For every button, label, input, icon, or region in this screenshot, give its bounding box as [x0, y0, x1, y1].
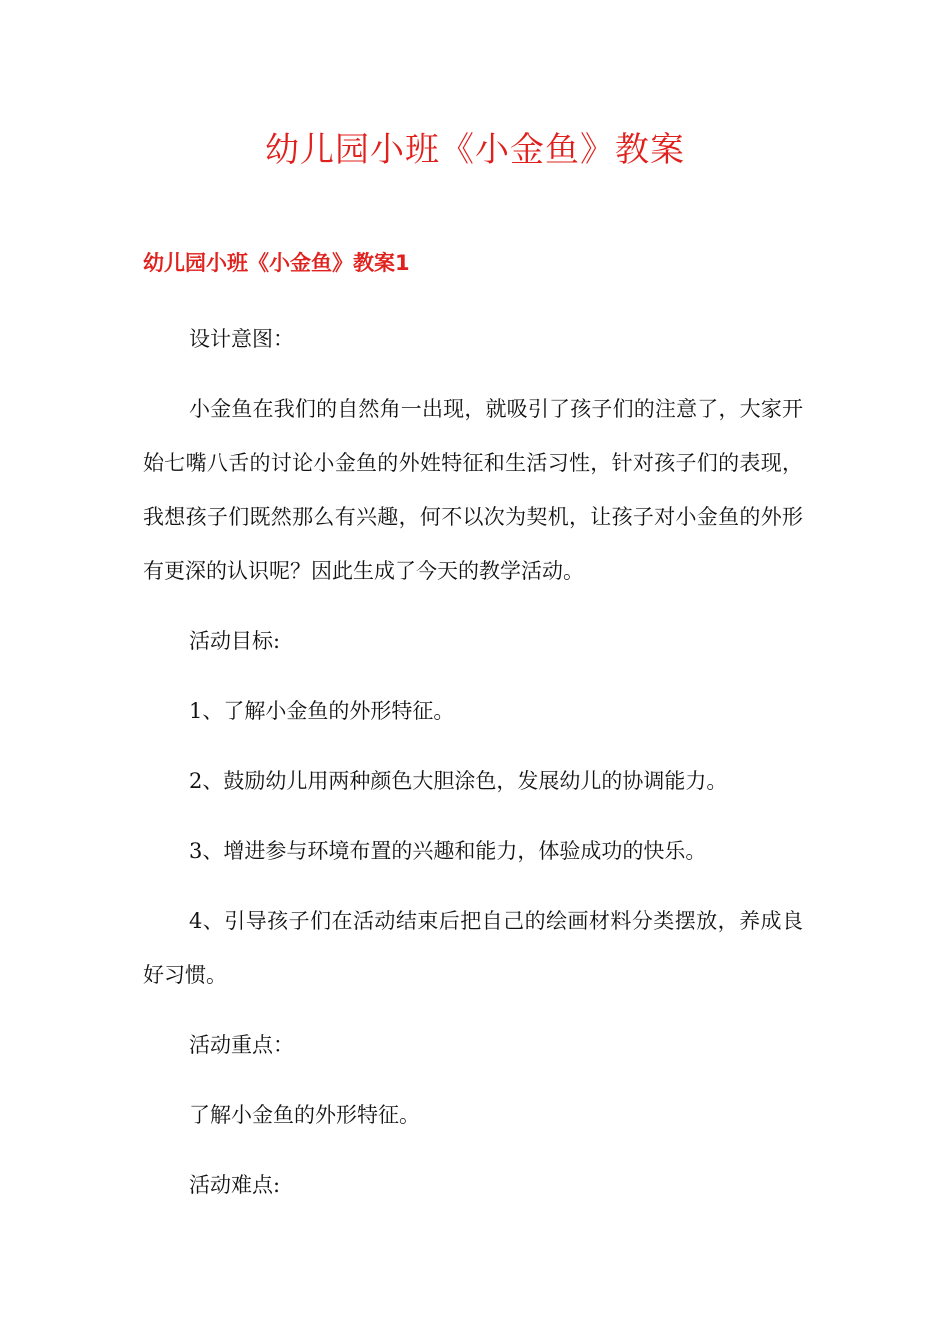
paragraph-difficulty-label: 活动难点:	[189, 1173, 281, 1197]
document-title: 幼儿园小班《小金鱼》教案	[265, 130, 685, 170]
paragraph-goals-label: 活动目标:	[189, 629, 281, 653]
section-heading: 幼儿园小班《小金鱼》教案1	[143, 251, 410, 275]
paragraph-key-point-label: 活动重点：	[189, 1033, 294, 1057]
paragraph-goal-1: 1、了解小金鱼的外形特征。	[189, 699, 455, 723]
paragraph-goal-2: 2、鼓励幼儿用两种颜色大胆涂色，发展幼儿的协调能力。	[189, 769, 728, 793]
document-body	[143, 312, 803, 1228]
paragraph-key-point: 了解小金鱼的外形特征。	[189, 1103, 420, 1127]
paragraph-goal-3: 3、增进参与环境布置的兴趣和能力，体验成功的快乐。	[189, 839, 707, 863]
paragraph-design-intent: 小金鱼在我们的自然角一出现，就吸引了孩子们的注意了，大家开始七嘴八舌的讨论小金鱼的外姓特征和生活习性，针对孩子们的表现，我想孩子们既然那么有兴趣，何不以次为契机，让孩子对小金鱼的外形有更深的认识呢？因此生成了今天的教学活动。	[143, 397, 803, 583]
paragraph-goal-4: 4、引导孩子们在活动结束后把自己的绘画材料分类摆放，养成良好习惯。	[143, 909, 803, 987]
paragraph-design-intent-label: 设计意图：	[189, 327, 294, 351]
